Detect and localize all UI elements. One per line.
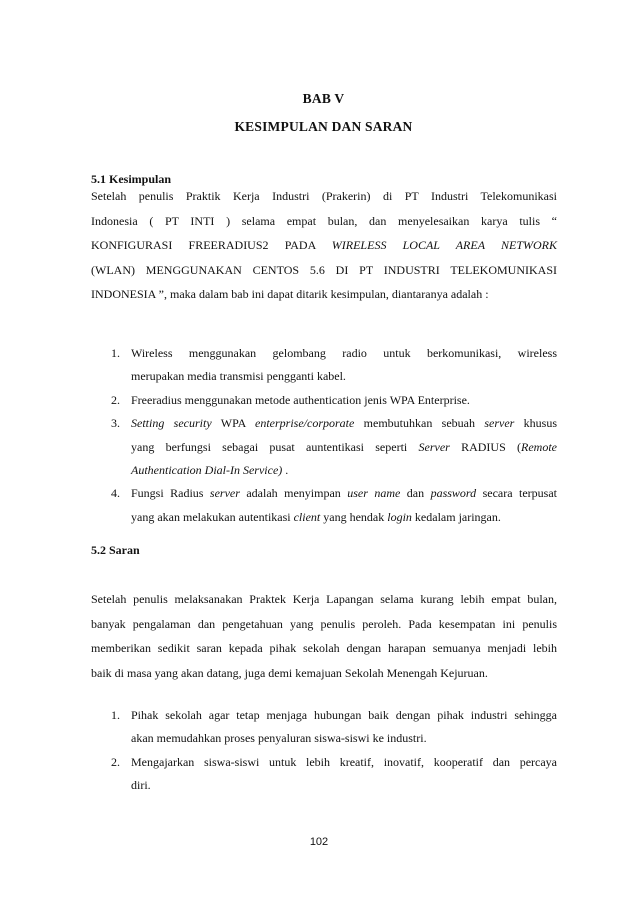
text: yang akan melakukan autentikasi bbox=[131, 509, 294, 524]
text: yang hendak bbox=[320, 509, 388, 524]
italic-text: enterprise/corporate bbox=[255, 416, 355, 431]
kesimpulan-paragraph bbox=[91, 184, 557, 307]
text: dan bbox=[400, 486, 431, 501]
saran-paragraph bbox=[91, 587, 557, 685]
italic-text: Server bbox=[418, 439, 450, 454]
list-item bbox=[91, 389, 557, 412]
list-line bbox=[131, 412, 557, 435]
list-number: 2. bbox=[111, 392, 120, 407]
saran-list bbox=[91, 704, 557, 798]
section-heading-kesimpulan: 5.1 Kesimpulan bbox=[91, 172, 172, 186]
paragraph-text: KONFIGURASI FREERADIUS2 PADA bbox=[91, 238, 332, 253]
kesimpulan-list bbox=[91, 342, 557, 529]
italic-text: Setting security bbox=[131, 416, 212, 431]
italic-text: client bbox=[293, 509, 321, 524]
list-line: Freeradius menggunakan metode authentication jenis WPA Enterprise. bbox=[131, 392, 470, 407]
list-number: 3. bbox=[111, 416, 120, 431]
paragraph-line: Setelah penulis Praktik Kerja Industri (Prakerin) di PT Industri Telekomunikasi bbox=[91, 189, 557, 203]
paragraph-line: memberikan sedikit saran kepada pihak sekolah dengan harapan semuanya menjadi lebih bbox=[91, 641, 557, 656]
list-number: 1. bbox=[111, 346, 120, 360]
list-item bbox=[91, 482, 557, 529]
page-number: 102 bbox=[309, 836, 329, 848]
text: yang berfungsi sebagai pusat auntentikasi seperti bbox=[131, 439, 419, 454]
list-line: Pihak sekolah agar tetap menjaga hubungan baik dengan pihak industri sehingga bbox=[131, 708, 557, 722]
paragraph-italic-text: WIRELESS LOCAL AREA NETWORK bbox=[331, 238, 557, 253]
list-number: 2. bbox=[111, 754, 120, 769]
text: kedalam jaringan. bbox=[411, 509, 501, 524]
paragraph-line: Setelah penulis melaksanakan Praktek Kerja Lapangan selama kurang lebih empat bulan, bbox=[91, 592, 557, 606]
chapter-title: KESIMPULAN DAN SARAN bbox=[234, 119, 413, 134]
text: . bbox=[282, 462, 289, 477]
italic-text: Authentication Dial-In Service) bbox=[131, 462, 283, 477]
list-number: 4. bbox=[111, 486, 120, 501]
text: secara terpusat bbox=[476, 486, 557, 501]
italic-text: login bbox=[387, 509, 412, 524]
paragraph-line: banyak pengalaman dan pengetahuan yang penulis peroleh. Pada kesempatan ini penulis bbox=[91, 616, 557, 631]
list-line bbox=[131, 506, 557, 529]
list-line bbox=[131, 459, 557, 482]
paragraph-line: baik di masa yang akan datang, juga demi kemajuan Sekolah Menengah Kejuruan. bbox=[91, 665, 488, 680]
paragraph-line bbox=[91, 233, 557, 258]
list-number: 1. bbox=[111, 708, 120, 722]
list-item bbox=[91, 704, 557, 751]
text: membutuhkan sebuah bbox=[354, 416, 485, 431]
paragraph-line: INDONESIA ”, maka dalam bab ini dapat ditarik kesimpulan, diantaranya adalah : bbox=[91, 287, 489, 302]
list-line: akan memudahkan proses penyaluran siswa-siswi ke industri. bbox=[131, 731, 427, 746]
italic-text: server bbox=[209, 486, 240, 501]
list-item bbox=[91, 751, 557, 798]
paragraph-line: (WLAN) MENGGUNAKAN CENTOS 5.6 DI PT INDUSTRI TELEKOMUNIKASI bbox=[91, 262, 557, 277]
list-line: merupakan media transmisi pengganti kabel. bbox=[131, 369, 346, 384]
list-line bbox=[131, 482, 557, 505]
text: WPA bbox=[211, 416, 256, 431]
list-line: Wireless menggunakan gelombang radio untuk berkomunikasi, wireless bbox=[131, 346, 557, 360]
section-heading-saran: 5.2 Saran bbox=[91, 543, 140, 557]
italic-text: Remote bbox=[521, 439, 557, 454]
italic-text: password bbox=[430, 486, 477, 501]
list-line bbox=[131, 436, 557, 459]
text: RADIUS ( bbox=[449, 439, 522, 454]
list-item bbox=[91, 412, 557, 482]
paragraph-line: Indonesia ( PT INTI ) selama empat bulan, dan menyelesaikan karya tulis “ bbox=[91, 213, 557, 228]
chapter-number: BAB V bbox=[302, 91, 345, 106]
list-line: Mengajarkan siswa-siswi untuk lebih kreatif, inovatif, kooperatif dan percaya bbox=[131, 754, 557, 769]
text: adalah menyimpan bbox=[239, 486, 348, 501]
text: khusus bbox=[514, 416, 558, 431]
italic-text: user name bbox=[347, 486, 401, 501]
list-line: diri. bbox=[131, 778, 151, 793]
italic-text: server bbox=[484, 416, 515, 431]
list-item bbox=[91, 342, 557, 389]
text: Fungsi Radius bbox=[131, 486, 210, 501]
